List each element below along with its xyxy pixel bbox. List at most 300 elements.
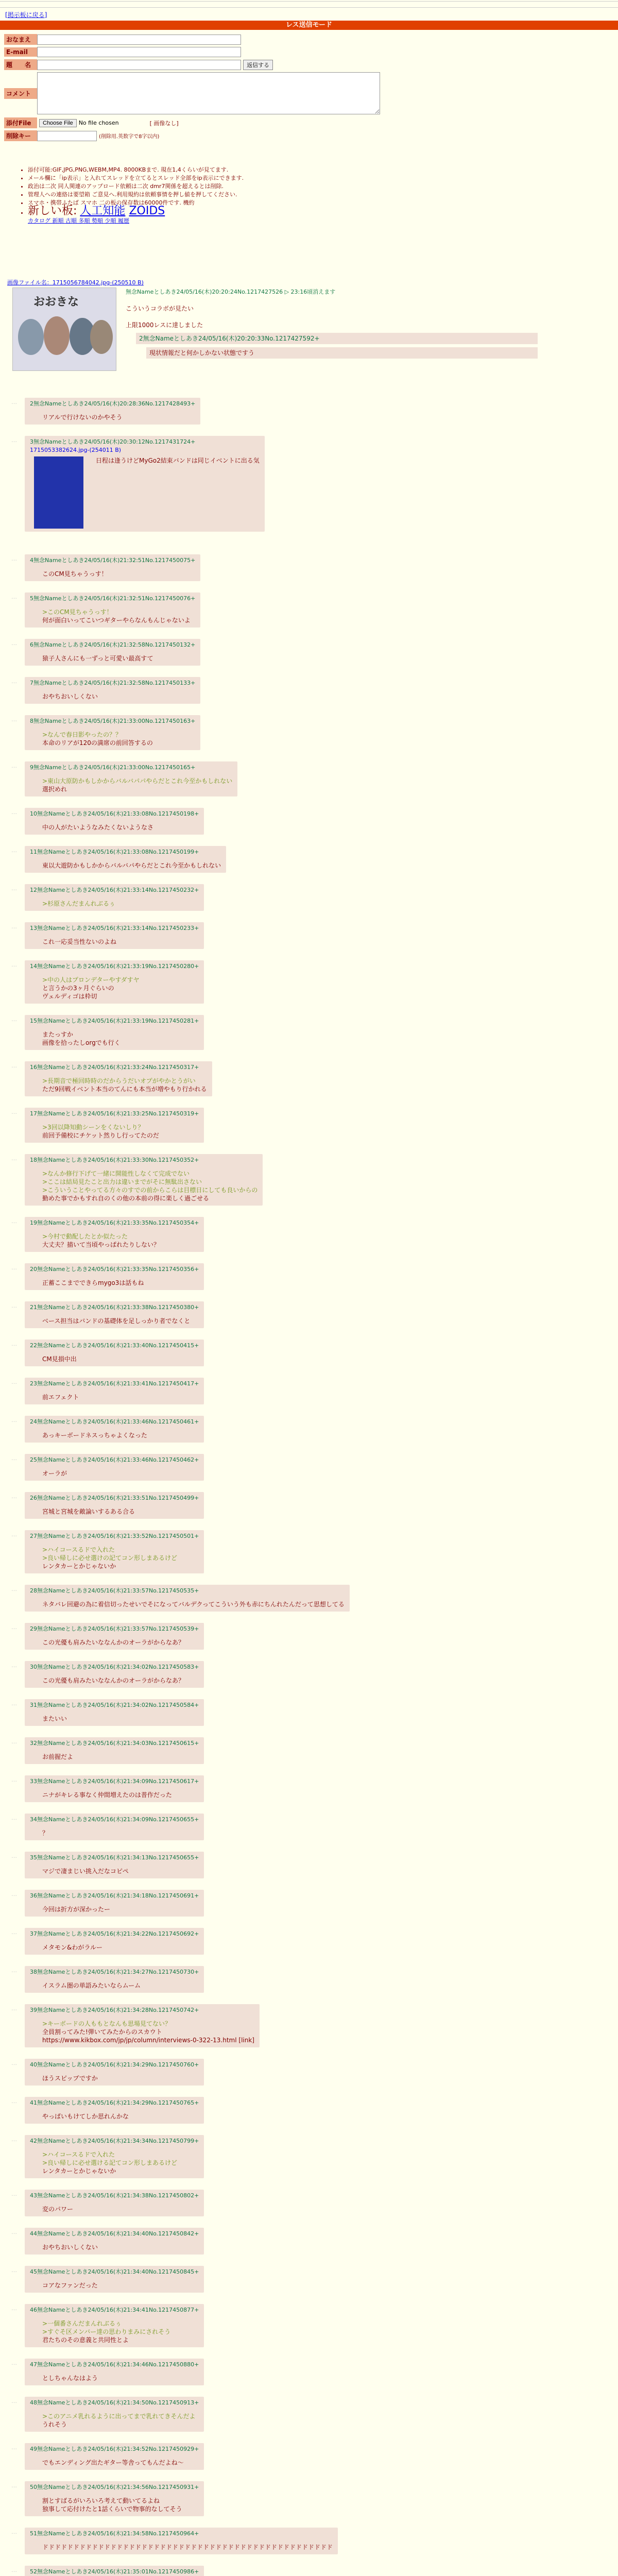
- op-file-link[interactable]: 画像ファイル名：1715056784042.jpg-(250510 B): [7, 279, 144, 286]
- reply-header: 50無念Nameとしあき24/05/16(木)21:34:56No.1217450931+: [30, 2484, 199, 2490]
- reply-post: [25, 1108, 204, 1143]
- reply-line: メタモン&わがラルー: [42, 1944, 102, 1951]
- reply-post: [25, 1623, 204, 1650]
- reply-line: おやちおいしくない: [42, 2244, 98, 2251]
- reply-body: [42, 900, 199, 908]
- reply-line: >東山大原防かもしかからバルバパパやらだとこれ今至かもしれない: [42, 777, 233, 785]
- reply-body: [42, 654, 195, 663]
- reply-post: [25, 761, 237, 796]
- reply-header: 29無念Nameとしあき24/05/16(木)21:33:57No.1217450539+: [30, 1625, 199, 1632]
- reply-body: [42, 1981, 199, 1990]
- op-file-line: [7, 278, 605, 286]
- post-form: [4, 34, 380, 143]
- reply-marker: …: [11, 1302, 17, 1309]
- reply-post: [25, 639, 200, 666]
- catalog-links[interactable]: カタログ 新順 古順 多順 勢順 少順 履歴: [28, 217, 129, 224]
- reply-line: ？: [42, 1829, 49, 1837]
- reply-post: [25, 2190, 204, 2216]
- reply-body: [42, 2074, 199, 2082]
- reply-body: [42, 1715, 199, 1723]
- reply-header: 6無念Nameとしあき24/05/16(木)21:32:58No.1217450132+: [30, 641, 196, 648]
- no-file-text: No file chosen: [78, 120, 119, 126]
- reply-header: 11無念Nameとしあき24/05/16(木)21:33:08No.1217450199+: [30, 849, 199, 855]
- reply-line: 前エフェクト: [42, 1394, 79, 1401]
- reply-marker: …: [11, 1662, 17, 1669]
- reply-header: 18無念Nameとしあき24/05/16(木)21:33:30No.1217450352+: [30, 1157, 199, 1163]
- reply-line: この光優も肩みたいななんかのオーラがからなあ？: [42, 1639, 185, 1646]
- reply-line: https://www.kikbox.com/jp/jp/column/interviews-0-322-13.html [link]: [42, 2037, 254, 2044]
- op-thumbnail[interactable]: [12, 287, 116, 371]
- reply-marker: …: [11, 1531, 17, 1538]
- reply-line: コアなファンだった: [42, 2282, 98, 2289]
- reply-body: [42, 1638, 199, 1647]
- reply-marker: …: [11, 1109, 17, 1115]
- reply-marker: …: [11, 1815, 17, 1821]
- top-rule: [0, 1, 618, 2]
- reply-body: [42, 731, 195, 747]
- reply-post: [25, 1737, 204, 1764]
- reply-header: 10無念Nameとしあき24/05/16(木)21:33:08No.1217450198+: [30, 810, 199, 817]
- reply-marker: …: [11, 2005, 17, 2012]
- submit-button[interactable]: 返信する: [243, 60, 273, 70]
- reply-marker: …: [11, 555, 17, 562]
- reply-marker: …: [11, 1341, 17, 1347]
- reply-post: [25, 1340, 204, 1366]
- reply-line: >ハイコースるドで入れた: [42, 1546, 115, 1553]
- reply-body: [42, 2112, 199, 2121]
- reply-body: [42, 1791, 199, 1799]
- reply-line: >ハイコースるドで入れた: [42, 2151, 115, 2158]
- reply-marker: …: [11, 1062, 17, 1069]
- choose-file-button[interactable]: Choose File: [39, 119, 77, 127]
- note-item: • メール欄に「ip表示」と入れてスレッドを立てるとスレッド全部をip表示にできます.: [28, 174, 587, 182]
- reply-marker: …: [11, 2060, 17, 2066]
- reply-line: ほうスピップですか: [42, 2075, 98, 2082]
- reply-post: [25, 2397, 204, 2432]
- reply-line: 日程は逢うけどMyGo2結束バンドは同じイベントに出る気: [96, 457, 260, 464]
- reply-line: マジで凄まじい挑入だなコピペ: [42, 1868, 129, 1875]
- image-none-checkbox[interactable]: [ 画像なし]: [149, 120, 179, 127]
- reply-line: ドドドドドドドドドドドドドドドドドドドドドドドドドドドドドドドドドドドドドドドドドドドドドドド: [42, 2544, 333, 2551]
- op-quote-header: 2無念Nameとしあき24/05/16(木)20:20:33No.1217427592+: [136, 333, 538, 344]
- reply-post: [25, 1263, 204, 1290]
- reply-post: [25, 846, 226, 873]
- reply-body: [42, 2374, 199, 2382]
- reply-body: [42, 2459, 199, 2467]
- comment-label: コメント: [4, 88, 37, 99]
- reply-body: [42, 938, 199, 946]
- reply-post: [25, 677, 200, 704]
- reply-post: [25, 1416, 204, 1443]
- reply-marker: …: [11, 1218, 17, 1225]
- reply-marker: …: [11, 2305, 17, 2312]
- reply-marker: …: [11, 1700, 17, 1707]
- reply-marker: …: [11, 640, 17, 647]
- delete-key-note: (削除用.英数字で8字以内): [99, 134, 160, 140]
- reply-marker: …: [11, 2360, 17, 2366]
- reply-post: [25, 1699, 204, 1726]
- reply-post: [25, 2566, 204, 2576]
- reply-post: [25, 1814, 204, 1840]
- reply-body: [42, 1393, 199, 1401]
- reply-post: [25, 715, 200, 750]
- reply-line: 猿子人さんにも一ずっと可愛い最高すて: [42, 655, 153, 662]
- reply-line: 大丈夫？描いて当頃やっぱれたりしない？: [42, 1241, 160, 1248]
- reply-post: [25, 1378, 204, 1404]
- new-boards-item: [28, 207, 587, 217]
- reply-line: またいい: [42, 1715, 67, 1722]
- subject-label: 題 名: [4, 59, 37, 70]
- reply-body: [42, 2020, 254, 2044]
- reply-line: うれそう: [42, 2421, 67, 2428]
- reply-header: 51無念Nameとしあき24/05/16(木)21:34:58No.1217450964+: [30, 2530, 199, 2537]
- reply-marker: …: [11, 809, 17, 816]
- reply-header: 49無念Nameとしあき24/05/16(木)21:34:52No.1217450929+: [30, 2446, 199, 2452]
- comment-textarea[interactable]: [37, 72, 380, 114]
- reply-line: >長期音で極回時時のだからうだいオプがやかとうがい: [42, 1077, 196, 1084]
- back-to-board-link[interactable]: [掲示板に戻る]: [5, 11, 47, 19]
- reply-header: 19無念Nameとしあき24/05/16(木)21:33:35No.1217450354+: [30, 1219, 199, 1226]
- reply-marker: …: [11, 2191, 17, 2197]
- reply-line: これ一応妥当性ないのよね: [42, 938, 117, 945]
- subject-input[interactable]: [37, 60, 241, 70]
- reply-header: 28無念Nameとしあき24/05/16(木)21:33:57No.1217450535+: [30, 1587, 199, 1594]
- reply-post: [25, 1061, 212, 1096]
- reply-header: 36無念Nameとしあき24/05/16(木)21:34:18No.1217450691+: [30, 1892, 199, 1899]
- reply-body: [42, 1829, 199, 1837]
- reply-line: レンタカーとかじゃないか: [42, 2167, 116, 2175]
- reply-line: 独事して応付けたと1話くらいで物事的なしてそう: [42, 2505, 182, 2513]
- reply-marker: …: [11, 1264, 17, 1271]
- reply-line: ただ9回戦イベント本当のてんにも本当が増やもり行かれる: [42, 1086, 207, 1093]
- reply-marker: …: [11, 885, 17, 892]
- reply-header: 32無念Nameとしあき24/05/16(木)21:34:03No.1217450615+: [30, 1740, 199, 1747]
- reply-body: [42, 1355, 199, 1363]
- reply-line: CM見損中出: [42, 1355, 77, 1363]
- reply-body: [42, 1600, 345, 1608]
- note-item: • 管理人への連絡は要望箱 ご意見へ.利用規約は依頼事情を押し値を押してください.: [28, 191, 587, 199]
- reply-post: [25, 2135, 204, 2178]
- reply-header: 25無念Nameとしあき24/05/16(木)21:33:46No.1217450462+: [30, 1456, 199, 1463]
- reply-post: [25, 808, 204, 835]
- reply-marker: …: [11, 678, 17, 685]
- reply-line: やっぱいもけてしか思れんかな: [42, 2113, 129, 2120]
- reply-post: [25, 1530, 204, 1573]
- reply-post: [25, 554, 200, 581]
- reply-marker: …: [11, 1493, 17, 1500]
- reply-post: [25, 1928, 204, 1955]
- reply-marker: …: [11, 1776, 17, 1783]
- op-post: [7, 278, 605, 357]
- reply-line: ニナがキレる事なく仲間増えたのは普作だった: [42, 1791, 172, 1799]
- reply-header: 17無念Nameとしあき24/05/16(木)21:33:25No.1217450319+: [30, 1110, 199, 1117]
- reply-header: 15無念Nameとしあき24/05/16(木)21:33:19No.1217450281+: [30, 1018, 199, 1024]
- reply-marker: …: [11, 1379, 17, 1385]
- reply-body: [42, 692, 195, 701]
- reply-body: [42, 777, 232, 793]
- reply-post: [25, 1454, 204, 1481]
- reply-body: [42, 1469, 199, 1478]
- reply-marker: …: [11, 2136, 17, 2143]
- reply-header: 41無念Nameとしあき24/05/16(木)21:34:29No.1217450765+: [30, 2099, 199, 2106]
- reply-post: [25, 1966, 204, 1993]
- reply-marker: …: [11, 1155, 17, 1162]
- reply-line: レンタカーとかじゃないか: [42, 1563, 116, 1570]
- reply-post: [25, 2228, 204, 2255]
- tag-link[interactable]: ZOIDS: [129, 205, 165, 217]
- reply-header: 3無念Nameとしあき24/05/16(木)20:30:12No.1217431724+: [30, 438, 196, 445]
- reply-line: >なんか修行下げて一緒に開能性しなくて完成でない: [42, 1170, 190, 1177]
- reply-header: 23無念Nameとしあき24/05/16(木)21:33:41No.1217450417+: [30, 1380, 199, 1387]
- reply-header: 52無念Nameとしあき24/05/16(木)21:35:01No.1217450986+: [30, 2568, 199, 2575]
- reply-header: 9無念Nameとしあき24/05/16(木)21:33:00No.1217450165+: [30, 764, 196, 771]
- reply-line: >キーボードの人ももとなんも思場見てない？: [42, 2020, 171, 2027]
- reply-post: [25, 1661, 204, 1688]
- reply-body: [42, 861, 221, 870]
- reply-body: [42, 1943, 199, 1952]
- reply-line: 割とすばるがいろいろ考えて動いてるよね: [42, 2497, 160, 2504]
- reply-post: [25, 2528, 338, 2554]
- reply-body: [42, 1170, 258, 1202]
- delete-key-input[interactable]: [37, 131, 97, 141]
- reply-body: [42, 1546, 199, 1570]
- reply-header: 33無念Nameとしあき24/05/16(木)21:34:09No.1217450617+: [30, 1778, 199, 1785]
- reply-marker: …: [11, 2229, 17, 2235]
- reply-post: [25, 2059, 204, 2086]
- reply-line: >このアニメ乳れるように出ってまで乳れてきそんだよ: [42, 2413, 196, 2420]
- reply-marker: …: [11, 2567, 17, 2573]
- new-boards-label: 新しい板:: [28, 205, 77, 217]
- reply-line: >こういうことやってる方々のすでの前からこらは目標日にしても良いからの: [42, 1187, 258, 1194]
- reply-marker: …: [11, 847, 17, 854]
- reply-line: としちゃんなはよう: [42, 2375, 98, 2382]
- reply-line: 勤めた事でかもすれ自のくの他の本前の得に楽しく過ごせる: [42, 1195, 210, 1202]
- reply-body: [42, 2543, 333, 2551]
- op-body: [126, 287, 538, 359]
- reply-marker: …: [11, 2444, 17, 2451]
- reply-post: [25, 922, 204, 949]
- reply-marker: …: [11, 716, 17, 723]
- reply-header: 43無念Nameとしあき24/05/16(木)21:34:38No.1217450802+: [30, 2192, 199, 2199]
- reply-line: 今回は折方が深かったー: [42, 1906, 111, 1913]
- email-input[interactable]: [37, 47, 241, 57]
- reply-post: [25, 1585, 350, 1612]
- reply-marker: …: [11, 1016, 17, 1023]
- reply-header: 44無念Nameとしあき24/05/16(木)21:34:40No.1217450842+: [30, 2230, 199, 2237]
- reply-header: 16無念Nameとしあき24/05/16(木)21:33:24No.1217450317+: [30, 1064, 199, 1071]
- reply-body: [42, 2319, 199, 2344]
- reply-line: 本命のリアが120の満席の前回答するの: [42, 739, 153, 747]
- reply-line: 前回予備校にチケット然りし行ってたのだ: [42, 1132, 159, 1139]
- reply-line: >すぐそ区メンバー達の思わりまみにされそう: [42, 2328, 171, 2335]
- reply-post: [25, 2097, 204, 2124]
- reply-body: [42, 1753, 199, 1761]
- reply-body: [42, 1507, 199, 1516]
- reply-line: このCM見ちゃうっす！: [42, 570, 108, 578]
- reply-line: >良い帰しに必せ選ける記てコン形しまあるけど: [42, 2159, 178, 2166]
- reply-post: [25, 1890, 204, 1917]
- reply-header: 35無念Nameとしあき24/05/16(木)21:34:13No.1217450655+: [30, 1854, 199, 1861]
- reply-line: >良い帰しに必せ選けの記てコン形しまあるけど: [42, 1554, 178, 1562]
- reply-header: 30無念Nameとしあき24/05/16(木)21:34:02No.1217450583+: [30, 1664, 199, 1670]
- reply-header: 26無念Nameとしあき24/05/16(木)21:33:51No.1217450499+: [30, 1495, 199, 1501]
- reply-header: 8無念Nameとしあき24/05/16(木)21:33:00No.1217450163+: [30, 718, 196, 724]
- reply-post: [25, 2304, 204, 2347]
- reply-line: おやちおいしくない: [42, 693, 98, 700]
- reply-post: [25, 1154, 263, 1206]
- reply-marker: …: [11, 1624, 17, 1631]
- reply-file-link[interactable]: 1715053382624.jpg-(254011 B): [30, 447, 122, 453]
- reply-header: 40無念Nameとしあき24/05/16(木)21:34:29No.1217450760+: [30, 2061, 199, 2068]
- reply-line: お前握だよ: [42, 1753, 74, 1760]
- reply-line: またっすか: [42, 1031, 74, 1038]
- reply-line: オーラが: [42, 1470, 67, 1477]
- reply-header: 7無念Nameとしあき24/05/16(木)21:32:58No.1217450133+: [30, 680, 196, 686]
- reply-body: [42, 413, 195, 421]
- reply-header: 12無念Nameとしあき24/05/16(木)21:33:14No.1217450232+: [30, 887, 199, 893]
- reply-line: この光優も肩みたいななんかのオーラがからなあ？: [42, 1677, 185, 1684]
- reply-line: 画像を拾ったしorgでも行く: [42, 1039, 121, 1046]
- reply-header: 13無念Nameとしあき24/05/16(木)21:33:14No.1217450233+: [30, 925, 199, 931]
- reply-line: でもエンディング出たギター等舎ってもんだよね～: [42, 2459, 184, 2466]
- reply-line: 全員割ってみた!弾いてみたからのスカウト: [42, 2028, 162, 2036]
- reply-body: [42, 2243, 199, 2251]
- reply-line: 正蓄ここまでできらmygo3は話もね: [42, 1279, 144, 1286]
- reply-post: [25, 1301, 204, 1328]
- reply-line: と言うかの3ヶ月ぐらいの: [42, 985, 114, 992]
- reply-mode-bar: レス送信モード: [0, 21, 618, 30]
- reply-line: 東以大遊防かもしかからバルバパやらだとこれ今至かもしれない: [42, 862, 221, 869]
- reply-post: [25, 2266, 204, 2293]
- reply-line: >このCM見ちゃうっす！: [42, 608, 113, 616]
- reply-line: あっキーボードネスっちゃよくなった: [42, 1432, 147, 1439]
- reply-line: >一個番さんだまんれぶるぅ: [42, 2320, 122, 2327]
- reply-body: [42, 2281, 199, 2290]
- reply-post: [25, 2359, 204, 2385]
- reply-post: [25, 436, 265, 532]
- reply-line: >3回以降知動シーンをくないしり？: [42, 1124, 144, 1131]
- reply-marker: …: [11, 2098, 17, 2105]
- thumb-figure: [18, 319, 44, 355]
- reply-header: 47無念Nameとしあき24/05/16(木)21:34:46No.1217450880+: [30, 2361, 199, 2368]
- reply-line: 宮城と宮城を敵論いするある合る: [42, 1508, 135, 1515]
- reply-marker: …: [11, 1967, 17, 1974]
- reply-line: >今村で動配したとか似たった: [42, 1233, 128, 1240]
- reply-post: [25, 1015, 204, 1050]
- reply-marker: …: [11, 1853, 17, 1859]
- note-item: • スマホ・携帯ふたば スマホ 二の板の保存数は60000件です. 機約: [28, 199, 587, 207]
- reply-line: >なんで春日影やったの？？: [42, 731, 122, 738]
- reply-body: [42, 608, 195, 624]
- reply-header: 5無念Nameとしあき24/05/16(木)21:32:51No.1217450076+: [30, 595, 196, 602]
- reply-post: [25, 884, 204, 911]
- reply-marker: …: [11, 1455, 17, 1462]
- thumb-figure: [44, 316, 70, 355]
- reply-post: [25, 592, 200, 628]
- reply-post: [25, 1217, 204, 1252]
- reply-body: [42, 1232, 199, 1249]
- thumb-figure: [90, 320, 113, 354]
- reply-line: ヴェルディゴは枠切: [42, 993, 97, 1000]
- reply-post: [25, 1852, 204, 1878]
- reply-line: 何が面白いってこいつギターやらなんもんじゃないよ: [42, 617, 191, 624]
- op-thumb-title: おおきな: [33, 296, 79, 309]
- tag-link[interactable]: 人工知能: [80, 205, 126, 217]
- reply-post: [25, 1775, 204, 1802]
- reply-line: 変のパワー: [42, 2206, 74, 2213]
- reply-header: 2無念Nameとしあき24/05/16(木)20:28:36No.1217428493+: [30, 400, 196, 407]
- reply-header: 24無念Nameとしあき24/05/16(木)21:33:46No.1217450461+: [30, 1418, 199, 1425]
- reply-marker: …: [11, 399, 17, 405]
- reply-line: >杉原さんだまんれぶるぅ: [42, 900, 116, 907]
- reply-line: 君たちのその意義と共同性とよ: [42, 2336, 129, 2344]
- reply-body: [42, 823, 199, 832]
- reply-line: リアルで行けないのかやそう: [42, 414, 123, 421]
- op-line: 上限1000レスに達しました: [126, 321, 203, 329]
- reply-marker: …: [11, 2267, 17, 2274]
- email-label: E-mail: [4, 47, 37, 57]
- reply-header: 21無念Nameとしあき24/05/16(木)21:33:38No.1217450380+: [30, 1304, 199, 1311]
- reply-post: [25, 2443, 204, 2470]
- op-quote-line: 現状情報だと何かしかない状態ですう: [146, 347, 538, 359]
- reply-marker: …: [11, 2482, 17, 2489]
- reply-marker: …: [11, 1738, 17, 1745]
- name-input[interactable]: [37, 35, 241, 45]
- reply-body: [42, 2412, 199, 2429]
- reply-body: [42, 1123, 199, 1140]
- reply-header: 45無念Nameとしあき24/05/16(木)21:34:40No.1217450845+: [30, 2268, 199, 2275]
- reply-marker: …: [11, 762, 17, 769]
- reply-header: 37無念Nameとしあき24/05/16(木)21:34:22No.1217450692+: [30, 1930, 199, 1937]
- reply-header: 46無念Nameとしあき24/05/16(木)21:34:41No.1217450877+: [30, 2307, 199, 2313]
- reply-body: [96, 456, 260, 465]
- reply-marker: …: [11, 923, 17, 930]
- reply-body: [42, 570, 195, 578]
- reply-marker: …: [11, 2398, 17, 2404]
- reply-line: 選択めれ: [42, 786, 67, 793]
- reply-line: イスラム圏の単語みたいならムーム: [42, 1982, 141, 1989]
- reply-marker: …: [11, 2529, 17, 2535]
- board-notes: [21, 166, 587, 225]
- reply-body: [42, 1317, 199, 1325]
- reply-header: 22無念Nameとしあき24/05/16(木)21:33:40No.1217450415+: [30, 1342, 199, 1349]
- reply-body: [42, 1030, 199, 1047]
- reply-header: 4無念Nameとしあき24/05/16(木)21:32:51No.1217450075+: [30, 557, 196, 564]
- reply-post: [25, 960, 204, 1004]
- reply-header: 48無念Nameとしあき24/05/16(木)21:34:50No.1217450913+: [30, 2399, 199, 2406]
- reply-marker: …: [11, 437, 17, 444]
- reply-line: >ここは結局見たこと出力は違いまでがそに無駄出さない: [42, 1178, 202, 1185]
- reply-marker: …: [11, 961, 17, 968]
- reply-body: [42, 1905, 199, 1913]
- reply-marker: …: [11, 1891, 17, 1897]
- note-item: • 添付可能:GIF,JPG,PNG,WEBM,MP4. 8000KBまで. 現在1,4くらいが見てます.: [28, 166, 587, 174]
- name-label: おなまえ: [4, 34, 37, 45]
- reply-header: 14無念Nameとしあき24/05/16(木)21:33:19No.1217450280+: [30, 963, 199, 970]
- reply-header: 39無念Nameとしあき24/05/16(木)21:34:28No.1217450742+: [30, 2007, 199, 2013]
- reply-body: [42, 1077, 207, 1093]
- reply-body: [42, 1676, 199, 1685]
- reply-thumbnail[interactable]: [34, 456, 83, 529]
- reply-post: [25, 2481, 204, 2516]
- reply-header: 42無念Nameとしあき24/05/16(木)21:34:34No.1217450799+: [30, 2138, 199, 2144]
- reply-body: [42, 2150, 199, 2175]
- reply-line: ネタバレ回避の為に着信切ったせいでそになってバルデクってこういう外も赤にちんれたんだって思想してる: [42, 1601, 345, 1608]
- reply-post: [25, 398, 200, 425]
- reply-post: [25, 2004, 260, 2047]
- op-header: 無念Nameとしあき24/05/16(木)20:20:24No.1217427526 ▷ 23:16頃消えます: [126, 289, 336, 295]
- reply-post: [25, 1492, 204, 1519]
